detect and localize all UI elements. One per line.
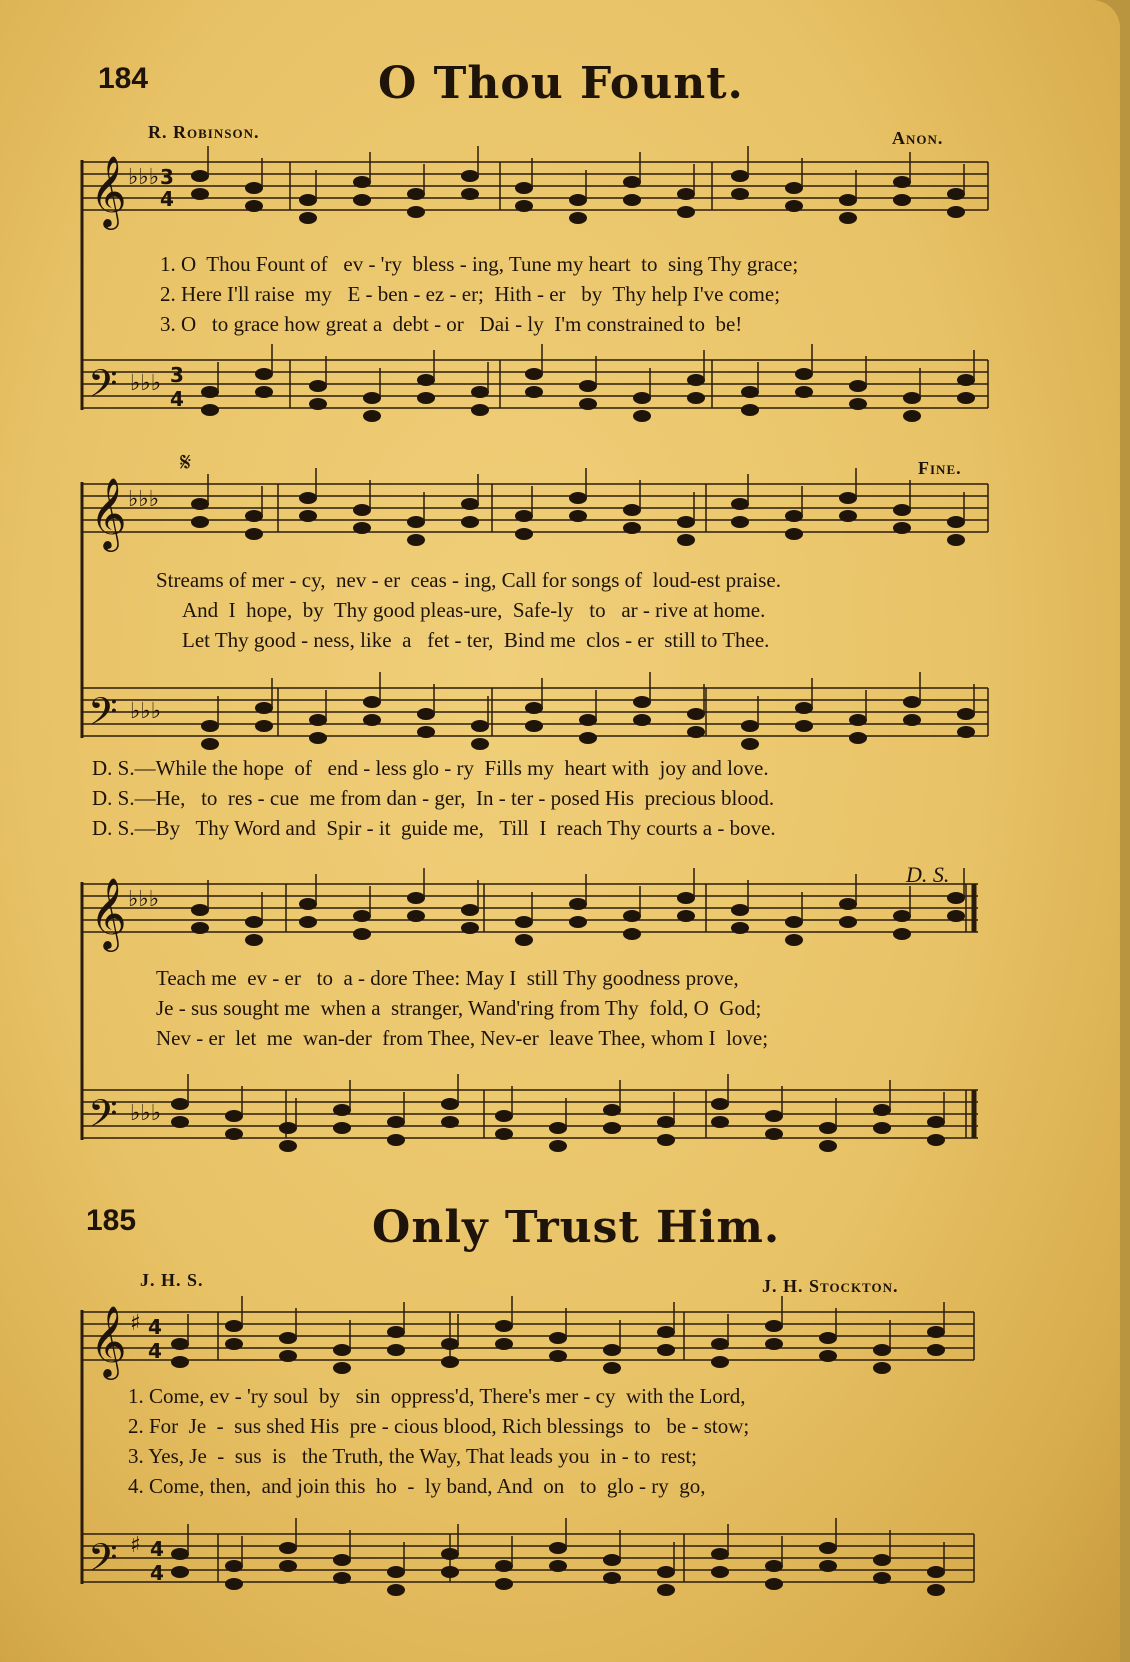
notehead: [255, 702, 273, 714]
notehead: [633, 392, 651, 404]
notehead: [623, 504, 641, 516]
notehead: [819, 1350, 837, 1362]
notehead: [711, 1116, 729, 1128]
ds-lyric-line: D. S.—By Thy Word and Spir - it guide me, Till I reach Thy courts a - bove.: [92, 816, 776, 840]
notehead: [795, 386, 813, 398]
lyric-line: Let Thy good - ness, like a fet - ter, Bind me clos - er still to Thee.: [182, 628, 770, 652]
notehead: [893, 910, 911, 922]
notehead: [171, 1098, 189, 1110]
svg-text:♭♭♭: ♭♭♭: [130, 699, 162, 724]
fine-mark: Fine.: [918, 458, 962, 478]
notehead: [245, 916, 263, 928]
notehead: [711, 1098, 729, 1110]
hymn-title: Only Trust Him.: [372, 1202, 781, 1253]
composer-credit: Anon.: [892, 128, 944, 148]
notehead: [495, 1320, 513, 1332]
lyric-line: Nev - er let me wan-der from Thee, Nev-er leave Thee, whom I love;: [156, 1026, 769, 1050]
notehead: [407, 892, 425, 904]
notehead: [873, 1122, 891, 1134]
notehead: [947, 516, 965, 528]
notehead: [957, 708, 975, 720]
notehead: [309, 398, 327, 410]
svg-text:♯: ♯: [130, 1533, 141, 1558]
notehead: [947, 188, 965, 200]
notehead: [579, 380, 597, 392]
lyric-line: Streams of mer - cy, nev - er ceas - ing, Call for songs of loud-est praise.: [156, 568, 781, 592]
notehead: [333, 1104, 351, 1116]
notehead: [461, 904, 479, 916]
notehead: [947, 534, 965, 546]
notehead: [903, 410, 921, 422]
notehead: [333, 1362, 351, 1374]
notehead: [387, 1344, 405, 1356]
svg-text:♭♭♭: ♭♭♭: [128, 165, 160, 190]
notehead: [461, 516, 479, 528]
notehead: [299, 194, 317, 206]
lyric-line: And I hope, by Thy good pleas-ure, Safe-ly to ar - rive at home.: [182, 598, 766, 622]
notehead: [417, 392, 435, 404]
notehead: [201, 386, 219, 398]
notehead: [525, 720, 543, 732]
notehead: [569, 898, 587, 910]
notehead: [495, 1338, 513, 1350]
notehead: [893, 194, 911, 206]
notehead: [417, 708, 435, 720]
notehead: [677, 188, 695, 200]
notehead: [387, 1584, 405, 1596]
notehead: [623, 522, 641, 534]
notehead: [893, 928, 911, 940]
notehead: [515, 200, 533, 212]
notehead: [603, 1344, 621, 1356]
bass-clef-icon: 𝄢: [88, 1535, 118, 1589]
notehead: [471, 404, 489, 416]
notehead: [657, 1116, 675, 1128]
notehead: [785, 916, 803, 928]
notehead: [927, 1116, 945, 1128]
notehead: [515, 510, 533, 522]
notehead: [731, 170, 749, 182]
notehead: [795, 720, 813, 732]
notehead: [461, 498, 479, 510]
lyric-line: 2. Here I'll raise my E - ben - ez - er; Hith - er by Thy help I've come;: [160, 282, 781, 306]
notehead: [623, 194, 641, 206]
notehead: [471, 720, 489, 732]
notehead: [255, 368, 273, 380]
notehead: [603, 1362, 621, 1374]
notehead: [677, 892, 695, 904]
svg-text:3: 3: [160, 165, 174, 189]
notehead: [795, 368, 813, 380]
notehead: [191, 904, 209, 916]
notehead: [957, 392, 975, 404]
notehead: [765, 1338, 783, 1350]
notehead: [927, 1566, 945, 1578]
svg-text:3: 3: [170, 363, 184, 387]
treble-clef-icon: 𝄞: [90, 154, 127, 227]
notehead: [677, 206, 695, 218]
notehead: [657, 1566, 675, 1578]
notehead: [279, 1332, 297, 1344]
lyric-line: 3. Yes, Je - sus is the Truth, the Way, That leads you in - to rest;: [128, 1444, 697, 1468]
notehead: [245, 934, 263, 946]
notehead: [623, 910, 641, 922]
notehead: [819, 1122, 837, 1134]
notehead: [515, 934, 533, 946]
notehead: [569, 194, 587, 206]
notehead: [765, 1578, 783, 1590]
notehead: [255, 720, 273, 732]
notehead: [957, 374, 975, 386]
notehead: [677, 516, 695, 528]
notehead: [309, 714, 327, 726]
notehead: [765, 1320, 783, 1332]
notehead: [731, 904, 749, 916]
notehead: [495, 1560, 513, 1572]
notehead: [407, 206, 425, 218]
notehead: [741, 404, 759, 416]
notehead: [279, 1350, 297, 1362]
notehead: [525, 702, 543, 714]
notehead: [785, 182, 803, 194]
notehead: [927, 1134, 945, 1146]
notehead: [245, 182, 263, 194]
notehead: [471, 738, 489, 750]
svg-text:4: 4: [150, 1561, 164, 1585]
notehead: [731, 188, 749, 200]
notehead: [741, 738, 759, 750]
notehead: [299, 898, 317, 910]
notehead: [549, 1350, 567, 1362]
notehead: [299, 916, 317, 928]
notehead: [711, 1548, 729, 1560]
notehead: [299, 212, 317, 224]
notehead: [873, 1572, 891, 1584]
notehead: [947, 206, 965, 218]
notehead: [579, 732, 597, 744]
notehead: [839, 212, 857, 224]
notehead: [201, 738, 219, 750]
notehead: [353, 928, 371, 940]
notehead: [387, 1566, 405, 1578]
notehead: [279, 1542, 297, 1554]
svg-text:4: 4: [160, 187, 174, 211]
notehead: [927, 1584, 945, 1596]
notehead: [441, 1566, 459, 1578]
notehead: [893, 176, 911, 188]
notehead: [333, 1554, 351, 1566]
notehead: [785, 528, 803, 540]
notehead: [677, 910, 695, 922]
notehead: [309, 732, 327, 744]
notehead: [947, 910, 965, 922]
notehead: [309, 380, 327, 392]
notehead: [171, 1566, 189, 1578]
notehead: [819, 1140, 837, 1152]
notehead: [353, 910, 371, 922]
notehead: [569, 212, 587, 224]
notehead: [299, 510, 317, 522]
notehead: [657, 1134, 675, 1146]
notehead: [225, 1110, 243, 1122]
notehead: [603, 1122, 621, 1134]
author-credit: R. Robinson.: [148, 122, 260, 142]
notehead: [839, 898, 857, 910]
notehead: [441, 1338, 459, 1350]
notehead: [849, 732, 867, 744]
notehead: [795, 702, 813, 714]
composer-credit: J. H. Stockton.: [762, 1276, 899, 1296]
notehead: [785, 934, 803, 946]
notehead: [201, 720, 219, 732]
notehead: [245, 200, 263, 212]
notehead: [711, 1566, 729, 1578]
notehead: [893, 522, 911, 534]
notehead: [785, 510, 803, 522]
notehead: [927, 1344, 945, 1356]
notehead: [687, 708, 705, 720]
notehead: [417, 726, 435, 738]
notehead: [711, 1356, 729, 1368]
notehead: [873, 1554, 891, 1566]
notehead: [461, 922, 479, 934]
bass-clef-icon: 𝄢: [88, 689, 118, 743]
notehead: [549, 1140, 567, 1152]
lyric-line: 1. Come, ev - 'ry soul by sin oppress'd, There's mer - cy with the Lord,: [128, 1384, 746, 1408]
notehead: [407, 516, 425, 528]
notehead: [353, 522, 371, 534]
notehead: [471, 386, 489, 398]
notehead: [903, 392, 921, 404]
notehead: [417, 374, 435, 386]
notehead: [225, 1338, 243, 1350]
notehead: [633, 410, 651, 422]
notehead: [353, 194, 371, 206]
notehead: [495, 1578, 513, 1590]
notehead: [731, 922, 749, 934]
notehead: [849, 398, 867, 410]
notehead: [873, 1104, 891, 1116]
notehead: [279, 1560, 297, 1572]
hymn-number: 185: [86, 1204, 137, 1237]
notehead: [171, 1116, 189, 1128]
notehead: [873, 1344, 891, 1356]
notehead: [873, 1362, 891, 1374]
svg-text:4: 4: [148, 1339, 162, 1363]
notehead: [569, 916, 587, 928]
bass-clef-icon: 𝄢: [88, 361, 118, 415]
notehead: [387, 1326, 405, 1338]
notehead: [957, 726, 975, 738]
notehead: [687, 726, 705, 738]
notehead: [657, 1344, 675, 1356]
notehead: [839, 510, 857, 522]
lyric-line: Je - sus sought me when a stranger, Wand'ring from Thy fold, O God;: [156, 996, 762, 1020]
notehead: [191, 516, 209, 528]
notehead: [363, 714, 381, 726]
notehead: [549, 1122, 567, 1134]
notehead: [407, 188, 425, 200]
notehead: [839, 194, 857, 206]
notehead: [569, 492, 587, 504]
notehead: [785, 200, 803, 212]
notehead: [849, 380, 867, 392]
notehead: [279, 1122, 297, 1134]
treble-clef-icon: 𝄞: [90, 476, 127, 549]
notehead: [441, 1098, 459, 1110]
notehead: [225, 1320, 243, 1332]
notehead: [495, 1110, 513, 1122]
notehead: [525, 386, 543, 398]
notehead: [299, 492, 317, 504]
bass-clef-icon: 𝄢: [88, 1091, 118, 1145]
notehead: [687, 374, 705, 386]
notehead: [657, 1584, 675, 1596]
notehead: [363, 392, 381, 404]
notehead: [387, 1116, 405, 1128]
notehead: [819, 1542, 837, 1554]
notehead: [363, 410, 381, 422]
notehead: [171, 1356, 189, 1368]
author-credit: J. H. S.: [140, 1270, 204, 1290]
notehead: [191, 498, 209, 510]
notehead: [579, 398, 597, 410]
notehead: [495, 1128, 513, 1140]
notehead: [687, 392, 705, 404]
notehead: [893, 504, 911, 516]
notehead: [363, 696, 381, 708]
notehead: [711, 1338, 729, 1350]
notehead: [225, 1560, 243, 1572]
svg-text:♭♭♭: ♭♭♭: [130, 1101, 162, 1126]
lyric-line: 3. O to grace how great a debt - or Dai - ly I'm constrained to be!: [160, 312, 743, 336]
notehead: [677, 534, 695, 546]
notehead: [407, 910, 425, 922]
notehead: [579, 714, 597, 726]
notehead: [633, 714, 651, 726]
svg-text:4: 4: [150, 1537, 164, 1561]
notehead: [191, 188, 209, 200]
notehead: [245, 510, 263, 522]
notehead: [441, 1356, 459, 1368]
notehead: [603, 1554, 621, 1566]
notehead: [549, 1560, 567, 1572]
notehead: [191, 922, 209, 934]
svg-text:4: 4: [170, 387, 184, 411]
svg-text:♭♭♭: ♭♭♭: [128, 487, 160, 512]
notehead: [333, 1344, 351, 1356]
notehead: [549, 1332, 567, 1344]
notehead: [633, 696, 651, 708]
notehead: [731, 498, 749, 510]
notehead: [515, 182, 533, 194]
notehead: [353, 176, 371, 188]
notehead: [849, 714, 867, 726]
lyric-line: Teach me ev - er to a - dore Thee: May I still Thy goodness prove,: [156, 966, 739, 990]
notehead: [623, 928, 641, 940]
notehead: [333, 1122, 351, 1134]
notehead: [569, 510, 587, 522]
notehead: [387, 1134, 405, 1146]
notehead: [741, 720, 759, 732]
ds-lyric-line: D. S.—He, to res - cue me from dan - ger, In - ter - posed His precious blood.: [92, 786, 775, 810]
notehead: [741, 386, 759, 398]
notehead: [549, 1542, 567, 1554]
notehead: [461, 170, 479, 182]
notehead: [461, 188, 479, 200]
notehead: [657, 1326, 675, 1338]
hymn-title: O Thou Fount.: [378, 58, 744, 109]
segno-icon: 𝄋: [180, 448, 192, 478]
notehead: [839, 492, 857, 504]
notehead: [731, 516, 749, 528]
treble-clef-icon: 𝄞: [90, 876, 127, 949]
lyric-line: 1. O Thou Fount of ev - 'ry bless - ing, Tune my heart to sing Thy grace;: [160, 252, 799, 276]
notehead: [765, 1110, 783, 1122]
svg-text:♯: ♯: [130, 1311, 141, 1336]
notehead: [353, 504, 371, 516]
svg-text:♭♭♭: ♭♭♭: [128, 887, 160, 912]
notehead: [839, 916, 857, 928]
notehead: [819, 1560, 837, 1572]
notehead: [245, 528, 263, 540]
notehead: [819, 1332, 837, 1344]
notehead: [171, 1338, 189, 1350]
notehead: [201, 404, 219, 416]
notehead: [515, 528, 533, 540]
notehead: [191, 170, 209, 182]
notehead: [603, 1104, 621, 1116]
svg-text:4: 4: [148, 1315, 162, 1339]
ds-lyric-line: D. S.—While the hope of end - less glo - ry Fills my heart with joy and love.: [92, 756, 769, 780]
notehead: [903, 714, 921, 726]
notehead: [927, 1326, 945, 1338]
notehead: [441, 1548, 459, 1560]
notehead: [225, 1578, 243, 1590]
notehead: [623, 176, 641, 188]
notehead: [903, 696, 921, 708]
lyric-line: 2. For Je - sus shed His pre - cious blood, Rich blessings to be - stow;: [128, 1414, 750, 1438]
lyric-line: 4. Come, then, and join this ho - ly band, And on to glo - ry go,: [128, 1474, 706, 1498]
notehead: [441, 1116, 459, 1128]
notehead: [225, 1128, 243, 1140]
notehead: [279, 1140, 297, 1152]
notehead: [255, 386, 273, 398]
dal-segno-mark: D. S.: [906, 862, 950, 887]
notehead: [407, 534, 425, 546]
hymn-number: 184: [98, 62, 149, 95]
treble-clef-icon: 𝄞: [90, 1304, 127, 1377]
notehead: [333, 1572, 351, 1584]
svg-text:♭♭♭: ♭♭♭: [130, 371, 162, 396]
notehead: [525, 368, 543, 380]
notehead: [171, 1548, 189, 1560]
notehead: [603, 1572, 621, 1584]
notehead: [765, 1128, 783, 1140]
notehead: [515, 916, 533, 928]
notehead: [765, 1560, 783, 1572]
notehead: [947, 892, 965, 904]
